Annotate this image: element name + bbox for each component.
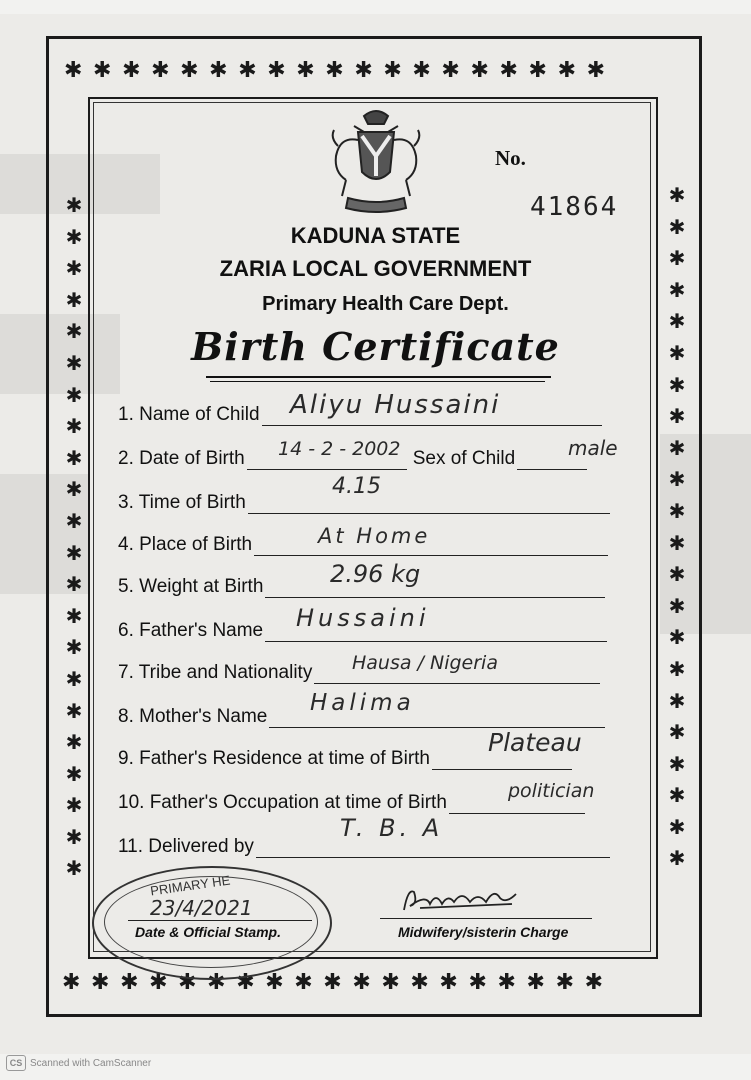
handwritten-date-of-birth: 14 - 2 - 2002 [278,438,401,460]
star-glyph: ✱ [65,824,83,849]
star-glyph: ✱ [65,224,83,249]
star-glyph: ✱ [65,256,83,281]
stamp-top-text: PRIMARY HE [149,872,232,899]
field-line [248,489,610,514]
serial-number: 41864 [530,192,619,222]
field-line [265,573,605,598]
field-label: 8. Mother's Name [118,706,268,727]
handwritten-fathers-name: Hussaini [296,604,430,632]
field-label: 5. Weight at Birth [118,576,264,597]
star-glyph: ✱ [668,372,686,397]
state-heading: KADUNA STATE [290,223,461,248]
scanner-watermark [6,1055,151,1071]
star-glyph: ✱ [668,277,686,302]
field-label: 2. Date of Birth [118,448,245,469]
star-glyph: ✱ [65,730,83,755]
number-label: No. [495,146,526,170]
star-glyph: ✱ [668,751,686,776]
star-glyph: ✱ [65,350,83,375]
handwritten-tribe-nationality: Hausa / Nigeria [352,652,498,674]
star-glyph: ✱ [668,593,686,618]
field-label: 7. Tribe and Nationality [118,662,313,683]
star-glyph: ✱ [668,814,686,839]
star-glyph: ✱ [65,761,83,786]
handwritten-place-of-birth: At Home [318,524,431,548]
field-label: 11. Delivered by [118,836,254,857]
star-border-top: ✱✱✱✱✱✱✱✱✱✱✱✱✱✱✱✱✱✱✱ [64,58,616,83]
star-glyph: ✱ [668,688,686,713]
star-glyph: ✱ [668,656,686,681]
star-glyph: ✱ [668,404,686,429]
certificate-title: Birth Certificate [191,324,560,369]
star-glyph: ✱ [668,435,686,460]
star-glyph: ✱ [668,340,686,365]
title-underline [206,376,551,378]
camscanner-logo: CS [6,1055,26,1071]
star-glyph: ✱ [668,214,686,239]
star-glyph: ✱ [65,793,83,818]
star-glyph: ✱ [65,856,83,881]
star-glyph: ✱ [65,445,83,470]
star-glyph: ✱ [668,530,686,555]
star-glyph: ✱ [65,287,83,312]
star-glyph: ✱ [65,572,83,597]
star-border-bottom: ✱✱✱✱✱✱✱✱✱✱✱✱✱✱✱✱✱✱✱ [62,970,614,995]
title-underline [210,381,545,382]
star-glyph: ✱ [668,783,686,808]
star-glyph: ✱ [668,183,686,207]
star-glyph: ✱ [65,508,83,533]
star-glyph: ✱ [65,698,83,723]
star-glyph: ✱ [668,246,686,271]
stamp-date: 23/4/2021 [150,896,253,920]
scanner-text: Scanned with CamScanner [30,1057,152,1069]
star-glyph: ✱ [668,498,686,523]
field-label: 1. Name of Child [118,404,260,425]
star-glyph: ✱ [65,635,83,660]
star-glyph: ✱ [65,193,83,217]
field-label: Sex of Child [412,448,516,469]
stamp-caption: Date & Official Stamp. [135,924,282,940]
star-border-right [665,180,689,875]
star-glyph: ✱ [65,540,83,565]
field-label: 6. Father's Name [118,620,264,641]
star-glyph: ✱ [65,666,83,691]
stamp-date-line [128,920,312,921]
star-glyph: ✱ [668,625,686,650]
star-glyph: ✱ [65,414,83,439]
star-glyph: ✱ [668,467,686,492]
signature-caption: Midwifery/sisterin Charge [398,924,569,940]
handwritten-residence: Plateau [488,728,582,757]
star-glyph: ✱ [668,309,686,334]
field-label: 10. Father's Occupation at time of Birth [118,792,447,813]
star-glyph: ✱ [65,319,83,344]
handwritten-occupation: politician [508,780,595,802]
star-glyph: ✱ [668,720,686,745]
handwritten-sex: male [568,436,618,460]
department-heading: Primary Health Care Dept. [262,293,509,315]
field-line [254,531,608,556]
star-glyph: ✱ [65,477,83,502]
handwritten-time-of-birth: 4.15 [332,474,381,499]
star-glyph: ✱ [65,603,83,628]
handwritten-weight: 2.96 kg [330,560,421,588]
field-label: 9. Father's Residence at time of Birth [118,748,430,769]
handwritten-name: Aliyu Hussaini [290,390,501,420]
star-glyph: ✱ [65,382,83,407]
signature-line [380,918,592,919]
signature-image [400,884,520,916]
field-label: 4. Place of Birth [118,534,253,555]
star-glyph: ✱ [668,846,686,871]
local-government-heading: ZARIA LOCAL GOVERNMENT [219,256,532,281]
field-label: 3. Time of Birth [118,492,246,513]
handwritten-delivered-by: T. B. A [340,814,444,842]
handwritten-mothers-name: Halima [310,690,415,716]
coat-of-arms-emblem [318,106,434,216]
star-glyph: ✱ [668,562,686,587]
